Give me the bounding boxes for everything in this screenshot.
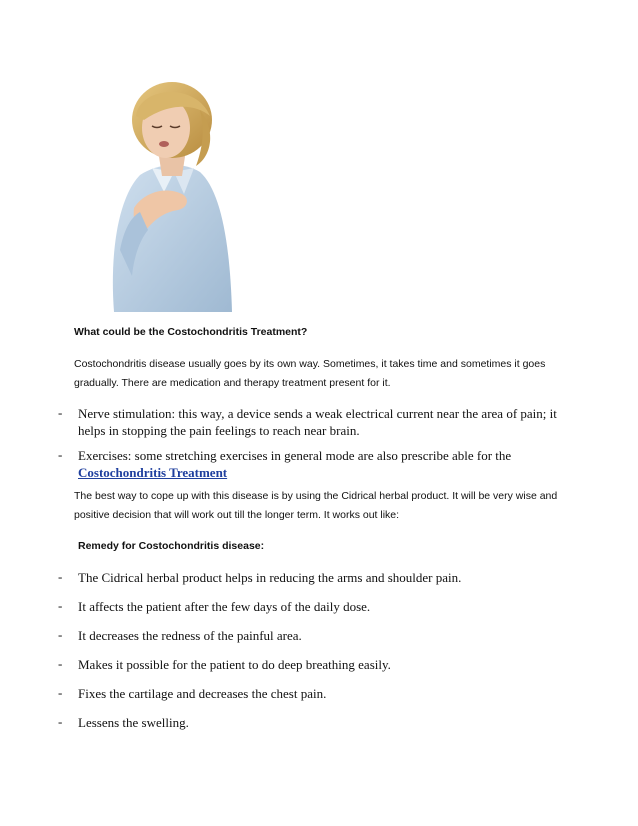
- bullet-dash: -: [58, 627, 63, 642]
- list-item: Fixes the cartilage and decreases the chest pain.: [78, 686, 327, 701]
- intro-paragraph: Costochondritis disease usually goes by its own way. Sometimes, it takes time and sometimes it goes gradually. There are medication and therapy treatment present for it.: [74, 358, 546, 389]
- list-item: Makes it possible for the patient to do deep breathing easily.: [78, 657, 391, 672]
- bullet-dash: -: [58, 656, 63, 671]
- exercises-text: Exercises: some stretching exercises in general mode are also prescribe able for the: [78, 448, 512, 463]
- bullet-dash: -: [58, 405, 63, 420]
- list-item: Lessens the swelling.: [78, 715, 189, 730]
- section-heading: What could be the Costochondritis Treatment?: [74, 326, 308, 338]
- cidrical-paragraph: The best way to cope up with this disease is by using the Cidrical herbal product. It will be very wise and positive decision that will work out till the longer term. It works out like:: [74, 490, 558, 521]
- list-item: The Cidrical herbal product helps in reducing the arms and shoulder pain.: [78, 570, 462, 585]
- bullet-dash: -: [58, 598, 63, 613]
- bullet-dash: -: [58, 685, 63, 700]
- list-item: It decreases the redness of the painful area.: [78, 628, 302, 643]
- woman-chest-pain-photo: [100, 80, 236, 312]
- treatment-item-exercises: [78, 447, 568, 481]
- remedy-heading: Remedy for Costochondritis disease:: [78, 540, 265, 552]
- bullet-dash: -: [58, 714, 63, 729]
- treatment-item-nerve: Nerve stimulation: this way, a device sends a weak electrical current near the area of pain; it helps in stopping the pain feelings to reach near brain.: [78, 406, 557, 438]
- list-item: It affects the patient after the few days of the daily dose.: [78, 599, 371, 614]
- costochondritis-treatment-link[interactable]: Costochondritis Treatment: [78, 465, 228, 480]
- bullet-dash: -: [58, 447, 63, 462]
- bullet-dash: -: [58, 569, 63, 584]
